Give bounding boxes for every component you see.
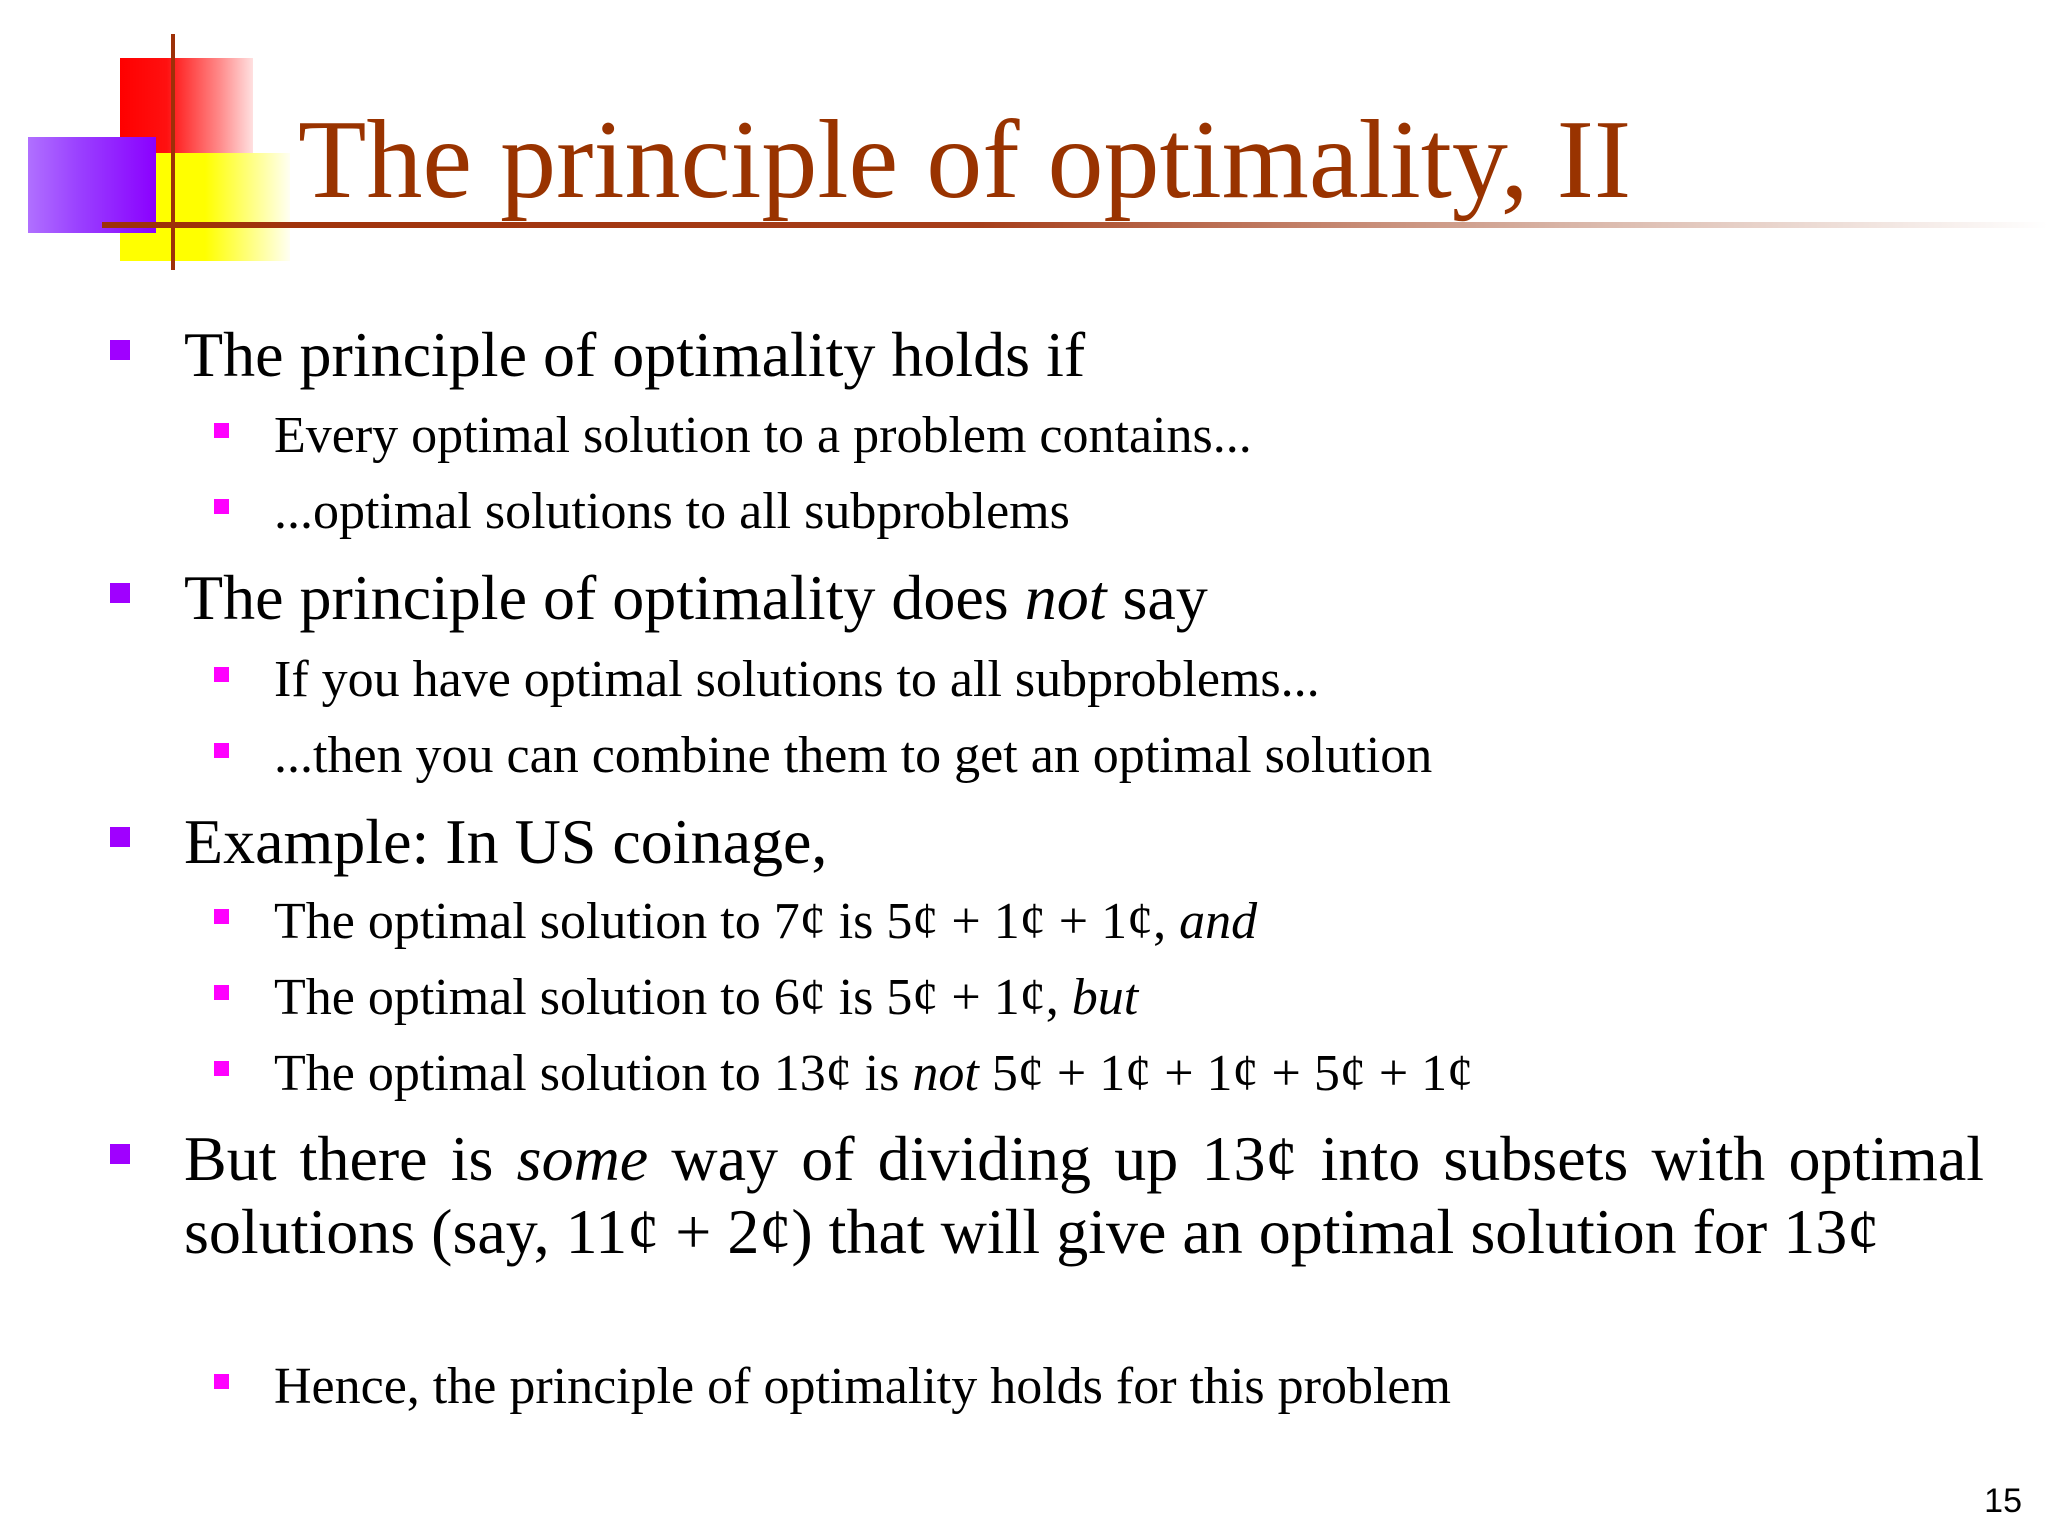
bullet-item — [184, 805, 827, 879]
sub-bullet-emphasis: but — [1071, 969, 1139, 1026]
bullet-item — [184, 1122, 1984, 1268]
bullet-text-part: say — [1106, 562, 1208, 633]
sub-bullet-item — [274, 406, 1252, 466]
sub-bullet-item — [274, 892, 1257, 952]
sub-bullet-emphasis: not — [912, 1045, 979, 1102]
bullet-text-part: way of dividing up 13¢ into subsets with optimal solutions (say, 11¢ + 2¢) that will give an optimal solution for 13¢ — [184, 1123, 1985, 1267]
square-bullet-icon — [214, 1374, 229, 1389]
square-bullet-icon — [214, 985, 229, 1000]
bullet-text: The principle of optimality holds if — [184, 319, 1086, 390]
slide-title: The principle of optimality, II — [298, 98, 1632, 222]
sub-bullet-text: ...optimal solutions to all subproblems — [274, 483, 1070, 540]
bullet-text-part: The principle of optimality does — [184, 562, 1025, 633]
sub-bullet-item — [274, 726, 1432, 786]
square-bullet-icon — [214, 909, 229, 924]
sub-bullet-item — [274, 1044, 1473, 1104]
sub-bullet-text: Every optimal solution to a problem contains... — [274, 407, 1252, 464]
page-number: 15 — [1984, 1482, 2022, 1520]
square-bullet-icon — [214, 499, 229, 514]
sub-bullet-item — [274, 650, 1320, 710]
square-bullet-icon — [214, 1061, 229, 1076]
bullet-emphasis: not — [1024, 562, 1107, 633]
bullet-text-part: But there is — [184, 1123, 517, 1194]
sub-bullet-item — [274, 968, 1138, 1028]
square-bullet-icon — [214, 743, 229, 758]
bullet-item — [184, 561, 1208, 635]
bullet-item — [184, 318, 1085, 392]
sub-bullet-text: Hence, the principle of optimality holds for this problem — [274, 1358, 1451, 1415]
square-bullet-icon — [110, 340, 130, 360]
bullet-emphasis: some — [516, 1123, 649, 1194]
sub-bullet-text-part: The optimal solution to 13¢ is — [274, 1045, 913, 1102]
sub-bullet-text: ...then you can combine them to get an optimal solution — [274, 727, 1433, 784]
sub-bullet-emphasis: and — [1179, 893, 1258, 950]
sub-bullet-text-part: The optimal solution to 6¢ is 5¢ + 1¢, — [274, 969, 1072, 1026]
bullet-text: Example: In US coinage, — [184, 806, 828, 877]
square-bullet-icon — [110, 1144, 130, 1164]
sub-bullet-item — [274, 482, 1070, 542]
square-bullet-icon — [214, 423, 229, 438]
sub-bullet-text: If you have optimal solutions to all subproblems... — [274, 651, 1320, 708]
square-bullet-icon — [110, 583, 130, 603]
square-bullet-icon — [110, 827, 130, 847]
sub-bullet-item — [274, 1357, 1451, 1417]
square-bullet-icon — [214, 667, 229, 682]
sub-bullet-text-part: The optimal solution to 7¢ is 5¢ + 1¢ + 1¢, — [274, 893, 1180, 950]
sub-bullet-text-part: 5¢ + 1¢ + 1¢ + 5¢ + 1¢ — [978, 1045, 1474, 1102]
